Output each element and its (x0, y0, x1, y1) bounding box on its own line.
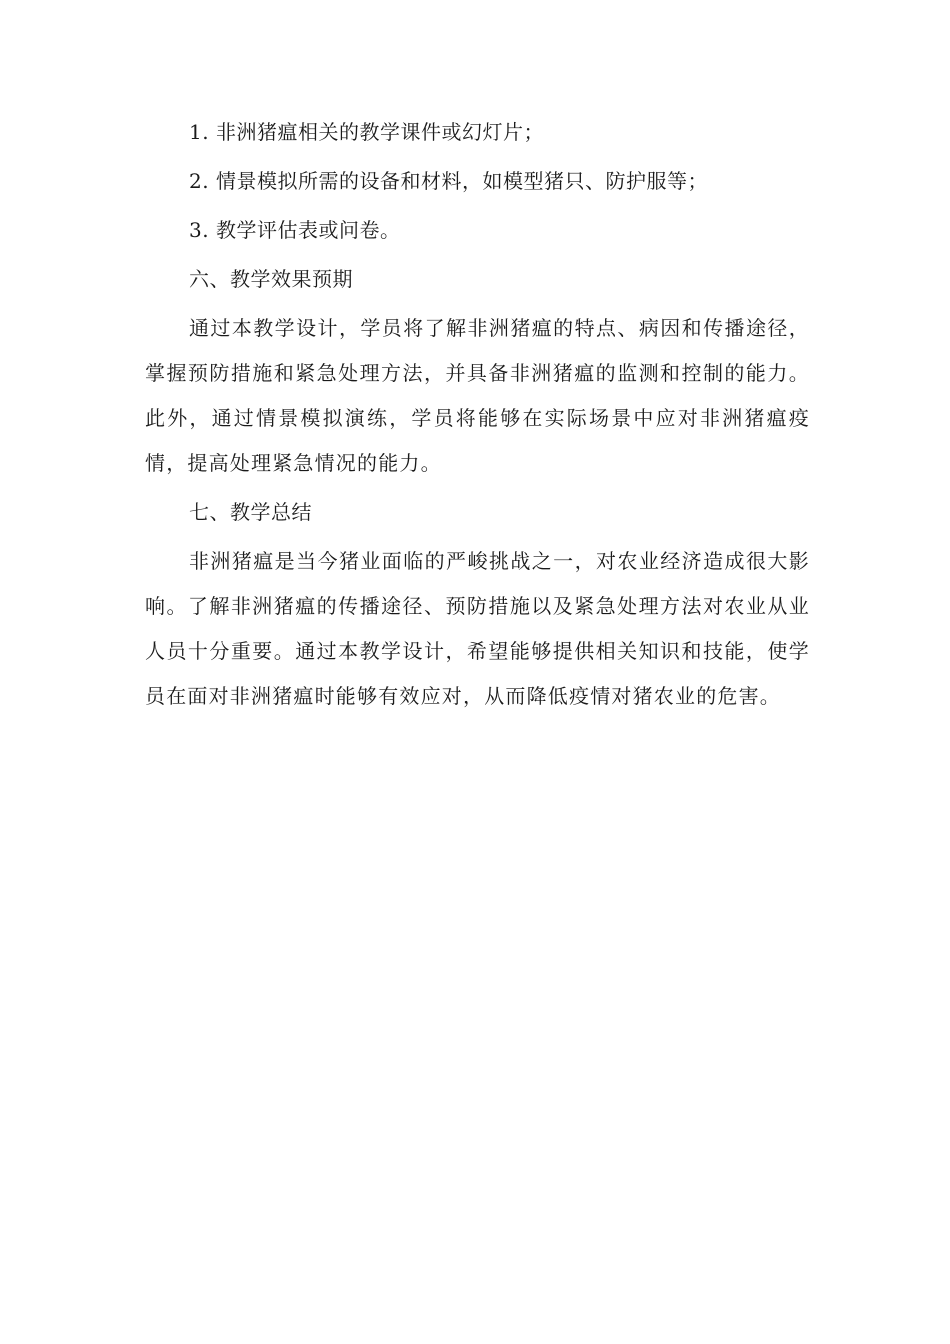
list-item-1: 1. 非洲猪瘟相关的教学课件或幻灯片； (189, 120, 544, 144)
list-item-3: 3. 教学评估表或问卷。 (189, 218, 401, 242)
section-heading-teaching-outcomes: 六、教学效果预期 (189, 267, 353, 291)
section-body-teaching-summary: 非洲猪瘟是当今猪业面临的严峻挑战之一，对农业经济造成很大影响。了解非洲猪瘟的传播途径、预防措施以及紧急处理方法对农业从业人员十分重要。通过本教学设计，希望能够提供相关知识和技能，使学员在面对非洲猪瘟时能够有效应对，从而降低疫情对猪农业的危害。 (145, 549, 810, 708)
list-item-2: 2. 情景模拟所需的设备和材料，如模型猪只、防护服等； (189, 169, 708, 193)
section-body-teaching-outcomes: 通过本教学设计，学员将了解非洲猪瘟的特点、病因和传播途径，掌握预防措施和紧急处理方法，并具备非洲猪瘟的监测和控制的能力。此外，通过情景模拟演练，学员将能够在实际场景中应对非洲猪瘟疫情，提高处理紧急情况的能力。 (145, 316, 810, 475)
section-heading-teaching-summary: 七、教学总结 (189, 500, 312, 524)
document-body (145, 110, 810, 723)
